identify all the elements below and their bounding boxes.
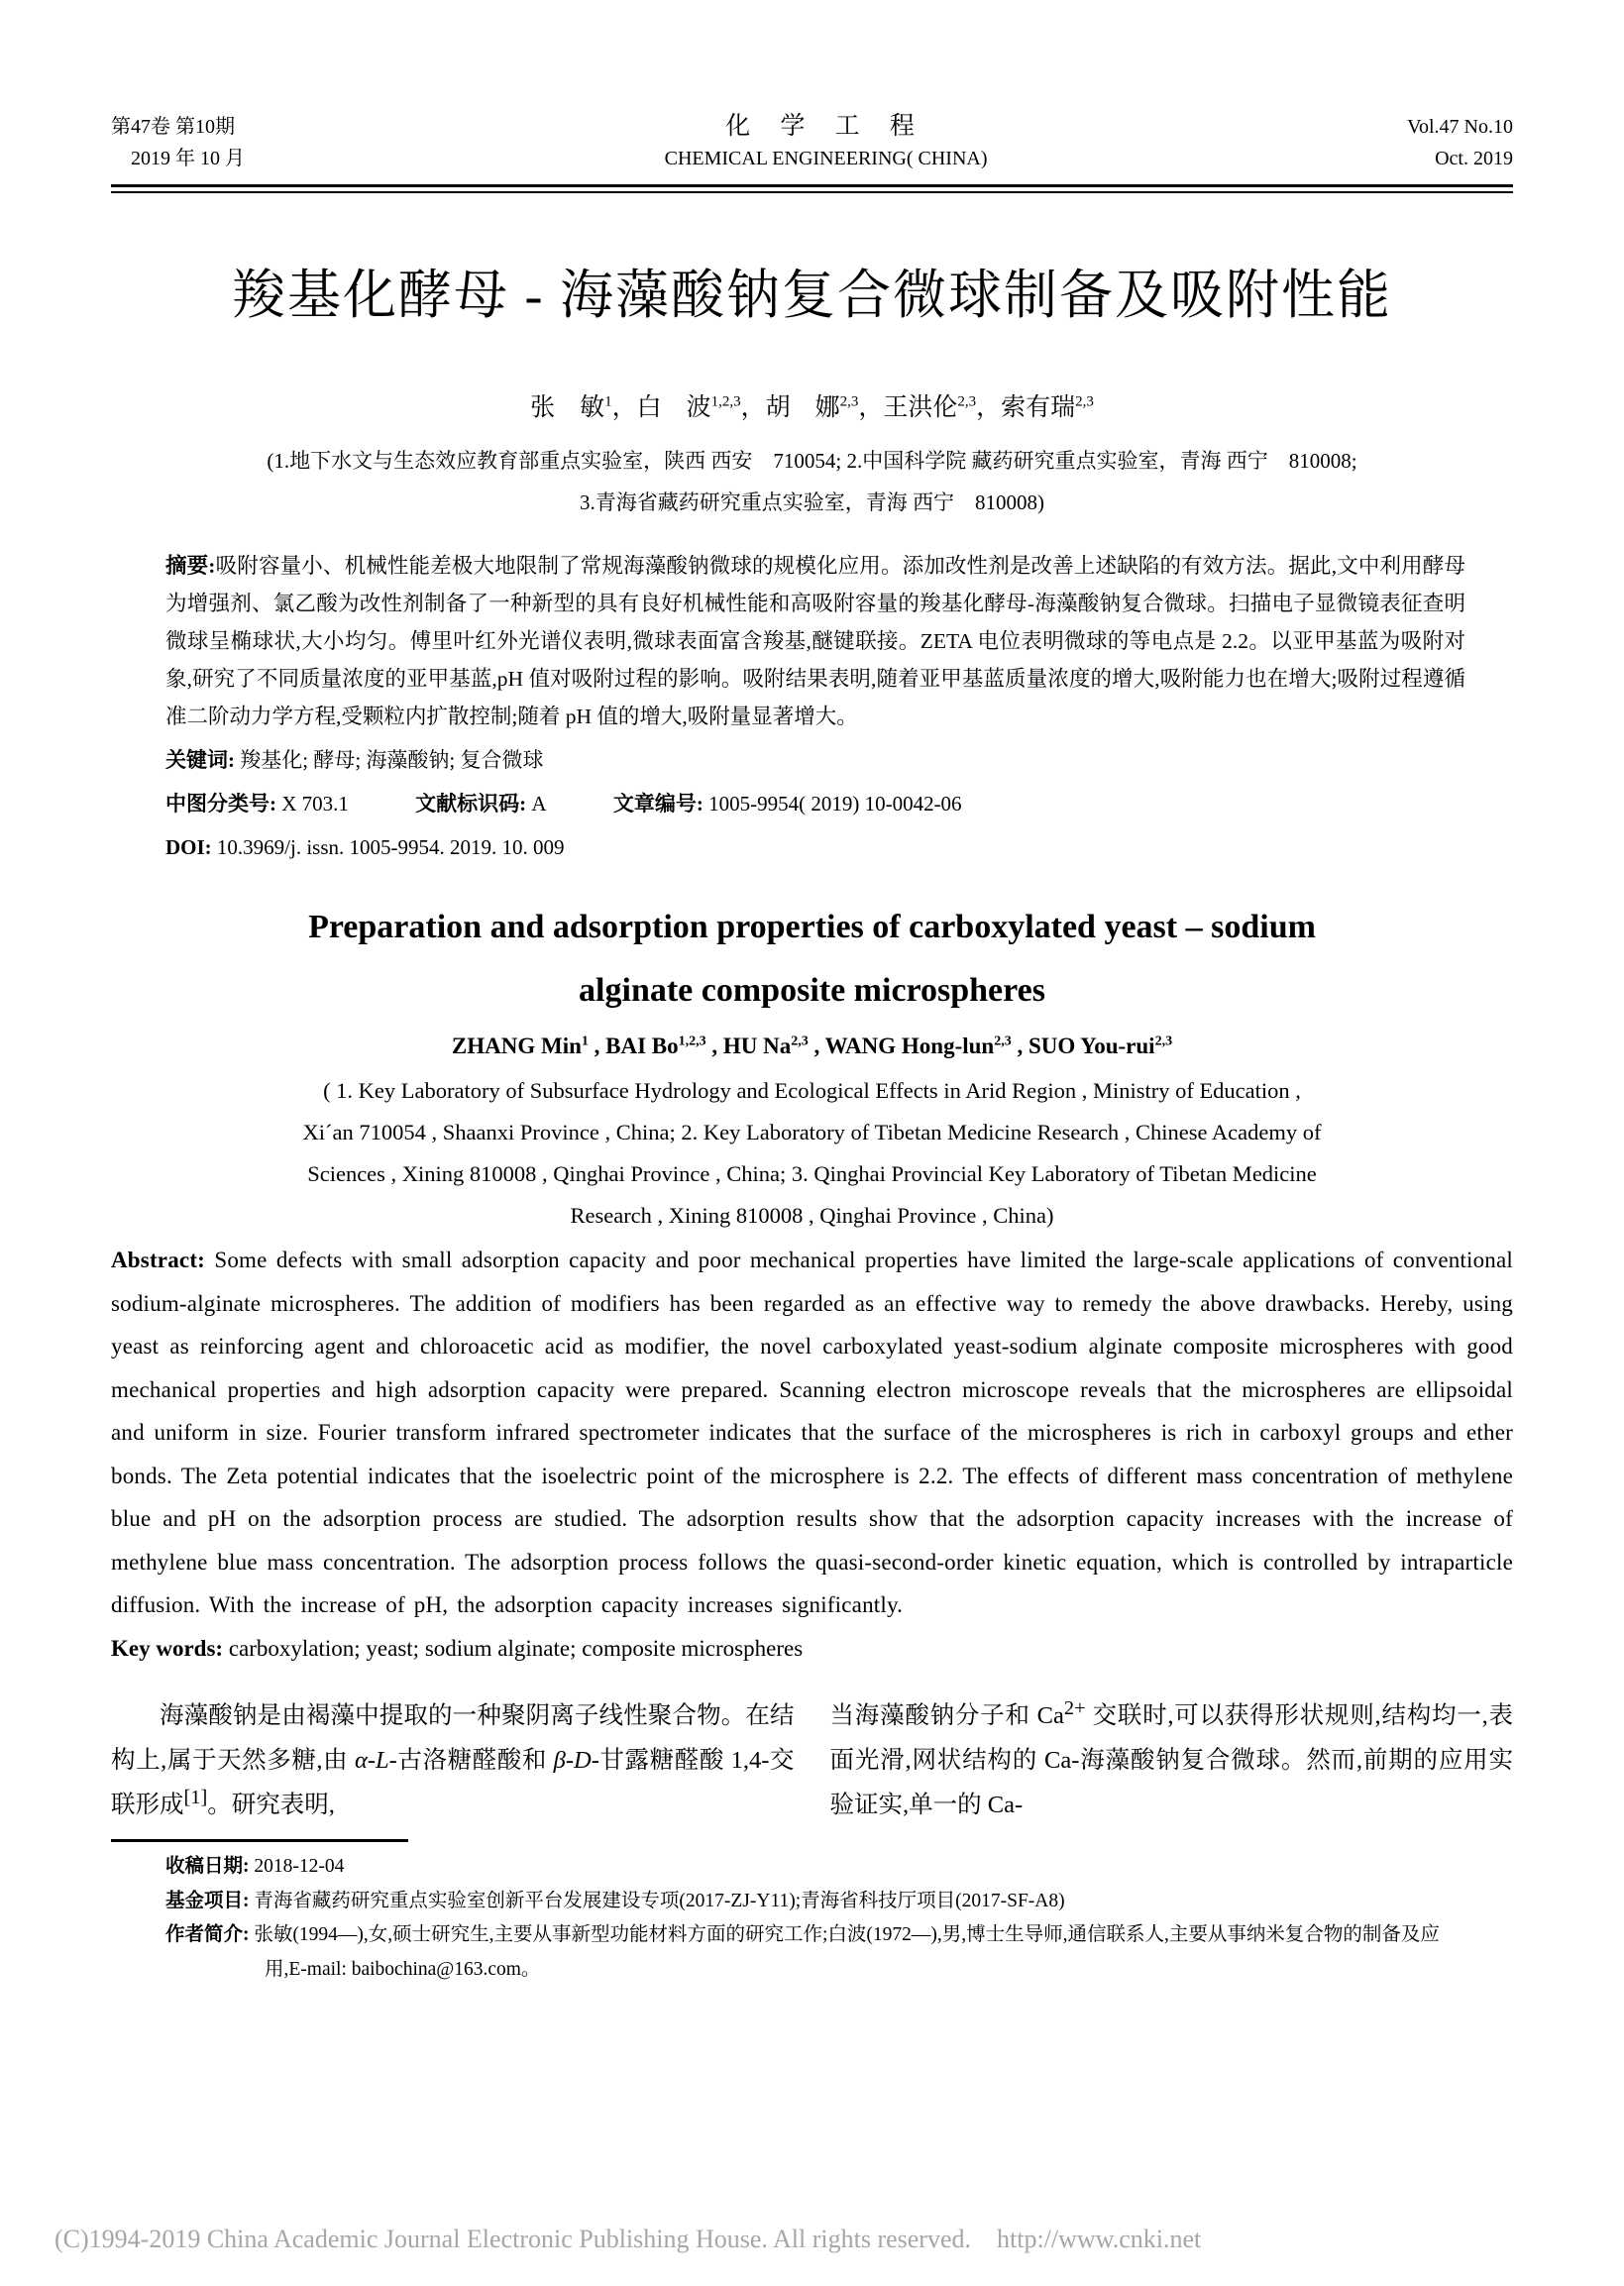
keywords-en-line	[111, 1627, 1513, 1671]
footnote-fund	[165, 1885, 1454, 1919]
doi-line	[165, 828, 1465, 866]
date-en: Oct. 2019	[1435, 148, 1513, 169]
bio-label: 作者简介:	[165, 1924, 250, 1945]
article-title-en-line1: Preparation and adsorption properties of carboxylated yeast – sodium	[308, 909, 1316, 945]
clc-value: X 703.1	[281, 792, 349, 816]
affiliation-en-line2: Xi´an 710054 , Shaanxi Province , China; 2. Key Laboratory of Tibetan Medicine Research , Chinese Academy of	[302, 1120, 1322, 1144]
journal-title	[665, 111, 988, 174]
bio-value: 张敏(1994—),女,硕士研究生,主要从事新型功能材料方面的研究工作;白波(1972—),男,博士生导师,通信联系人,主要从事纳米复合物的制备及应用,E-mail: baibochina@163.com。	[254, 1924, 1440, 1980]
fund-value: 青海省藏药研究重点实验室创新平台发展建设专项(2017-ZJ-Y11);青海省科技厅项目(2017-SF-A8)	[254, 1890, 1065, 1911]
article-id-value: 1005-9954( 2019) 10-0042-06	[708, 792, 962, 816]
keywords-en-label: Key words:	[111, 1635, 224, 1661]
journal-title-en: CHEMICAL ENGINEERING( CHINA)	[664, 148, 988, 169]
doc-code-label: 文献标识码:	[415, 792, 527, 816]
affiliation-cn-line2: 3.青海省藏药研究重点实验室，青海 西宁 810008)	[580, 490, 1044, 514]
volume-issue-en: Vol.47 No.10	[1407, 116, 1513, 138]
body-paragraph-right: 当海藻酸钠分子和 $Ca^{2+}$ 交联时,可以获得形状规则,结构均一,表面光滑,网状结构的 Ca-海藻酸钠复合微球。然而,前期的应用实验证实,单一的 Ca-	[829, 1696, 1514, 1818]
clc-line	[165, 785, 1465, 822]
abstract-cn-text: 吸附容量小、机械性能差极大地限制了常规海藻酸钠微球的规模化应用。添加改性剂是改善上述缺陷的有效方法。据此,文中利用酵母为增强剂、氯乙酸为改性剂制备了一种新型的具有良好机械性能和高吸附容量的羧基化酵母-海藻酸钠复合微球。扫描电子显微镜表征查明微球呈椭球状,大小均匀。傅里叶红外光谱仪表明,微球表面富含羧基,醚键联接。ZETA 电位表明微球的等电点是 2.2。以亚甲基蓝为吸附对象,研究了不同质量浓度的亚甲基蓝,pH 值对吸附过程的影响。吸附结果表明,随着亚甲基蓝质量浓度的增大,吸附能力也在增大;吸附过程遵循准二阶动力学方程,受颗粒内扩散控制;随着 pH 值的增大,吸附量显著增大。	[165, 554, 1465, 728]
footnote-divider	[111, 1839, 408, 1842]
date-cn: 2019 年 10 月	[131, 148, 245, 169]
footnotes	[165, 1850, 1454, 1987]
body-paragraph-left: 海藻酸钠是由褐藻中提取的一种聚阴离子线性聚合物。在结构上,属于天然多糖,由 α-L-古洛糖醛酸和 β-D-甘露糖醛酸 1,4-交联形成[1]。研究表明,	[111, 1702, 795, 1818]
keywords-cn-line	[165, 741, 1465, 779]
keywords-en-text: carboxylation; yeast; sodium alginate; composite microspheres	[228, 1635, 804, 1661]
doi-label: DOI:	[165, 835, 212, 859]
article-id-pair	[613, 785, 962, 822]
abstract-en-text: Some defects with small adsorption capacity and poor mechanical properties have limited the large-scale applications of conventional sodium-alginate microspheres. The addition of modifiers has been regarded as an effective way to remedy the above drawbacks. Hereby, using yeast as reinforcing agent and chloroacetic acid as modifier, the novel carboxylated yeast-sodium alginate composite microspheres with good mechanical properties and high adsorption capacity were prepared. Scanning electron microscope reveals that the microspheres are ellipsoidal and uniform in size. Fourier transform infrared spectrometer indicates that the surface of the microspheres is rich in carboxyl groups and ether bonds. The Zeta potential indicates that the isoelectric point of the microsphere is 2.2. The effects of different mass concentration of methylene blue and pH on the adsorption process are studied. The adsorption results show that the adsorption capacity increases with the increase of methylene blue mass concentration. The adsorption process follows the quasi-second-order kinetic equation, which is controlled by intraparticle diffusion. With the increase of pH, the adsorption capacity increases significantly.	[111, 1248, 1514, 1617]
article-id-label: 文章编号:	[612, 792, 704, 816]
keywords-cn-label: 关键词:	[165, 748, 235, 772]
received-value: 2018-12-04	[254, 1856, 345, 1877]
article-title-cn: 羧基化酵母 - 海藻酸钠复合微球制备及吸附性能	[232, 266, 1392, 325]
doi-value: 10.3969/j. issn. 1005-9954. 2019. 10. 009	[216, 835, 565, 859]
volume-issue-cn: 第47卷 第10期	[111, 116, 235, 138]
doc-code-value: A	[531, 792, 547, 816]
header-divider	[111, 184, 1513, 193]
journal-header	[111, 111, 1513, 174]
authors-en: ZHANG Min$^1$ , BAI Bo$^{1,2,3}$ , HU Na$^{2,3}$ , WANG Hong-lun$^{2,3}$ , SUO You-rui$^{2,3}$	[451, 1034, 1173, 1058]
abstract-en	[111, 1239, 1513, 1627]
affiliation-cn-line1: (1.地下水文与生态效应教育部重点实验室，陕西 西安 710054; 2.中国科学院 藏药研究重点实验室，青海 西宁 810008;	[267, 449, 1357, 473]
abstract-cn	[165, 547, 1465, 735]
body-columns	[111, 1693, 1513, 1827]
abstract-en-label: Abstract:	[111, 1248, 206, 1272]
issue-info	[111, 111, 245, 174]
doc-code-pair	[415, 785, 546, 822]
footnote-bio	[165, 1918, 1454, 1987]
body-column-right	[830, 1693, 1514, 1827]
affiliation-en-line1: ( 1. Key Laboratory of Subsurface Hydrology and Ecological Effects in Arid Region , Ministry of Education ,	[323, 1078, 1301, 1103]
keywords-cn-text: 羧基化; 酵母; 海藻酸钠; 复合微球	[240, 748, 544, 772]
fund-label: 基金项目:	[165, 1890, 250, 1911]
article-title-en-line2: alginate composite microspheres	[579, 972, 1045, 1009]
affiliation-en-line3: Sciences , Xining 810008 , Qinghai Province , China; 3. Qinghai Provincial Key Laboratory of Tibetan Medicine	[307, 1161, 1317, 1186]
article-title-en	[111, 896, 1513, 1023]
journal-title-cn: 化 学 工 程	[725, 113, 926, 140]
copyright-footer: (C)1994-2019 China Academic Journal Electronic Publishing House. All rights reserved. http://www.cnki.net	[54, 2225, 1202, 2253]
body-column-left	[111, 1693, 795, 1827]
footnote-received	[165, 1850, 1454, 1885]
issue-info-en	[1407, 111, 1513, 174]
affiliations-en	[111, 1070, 1513, 1237]
received-label: 收稿日期:	[165, 1856, 250, 1877]
authors-cn: 张 敏$^1$，白 波$^{1,2,3}$，胡 娜$^{2,3}$，王洪伦$^{2,3}$，索有瑞$^{2,3}$	[530, 393, 1094, 421]
affiliation-en-line4: Research , Xining 810008 , Qinghai Province , China)	[570, 1203, 1054, 1228]
clc-label: 中图分类号:	[165, 792, 276, 816]
affiliations-cn	[111, 440, 1513, 523]
clc-pair	[165, 785, 349, 822]
abstract-cn-label: 摘要:	[165, 554, 216, 578]
